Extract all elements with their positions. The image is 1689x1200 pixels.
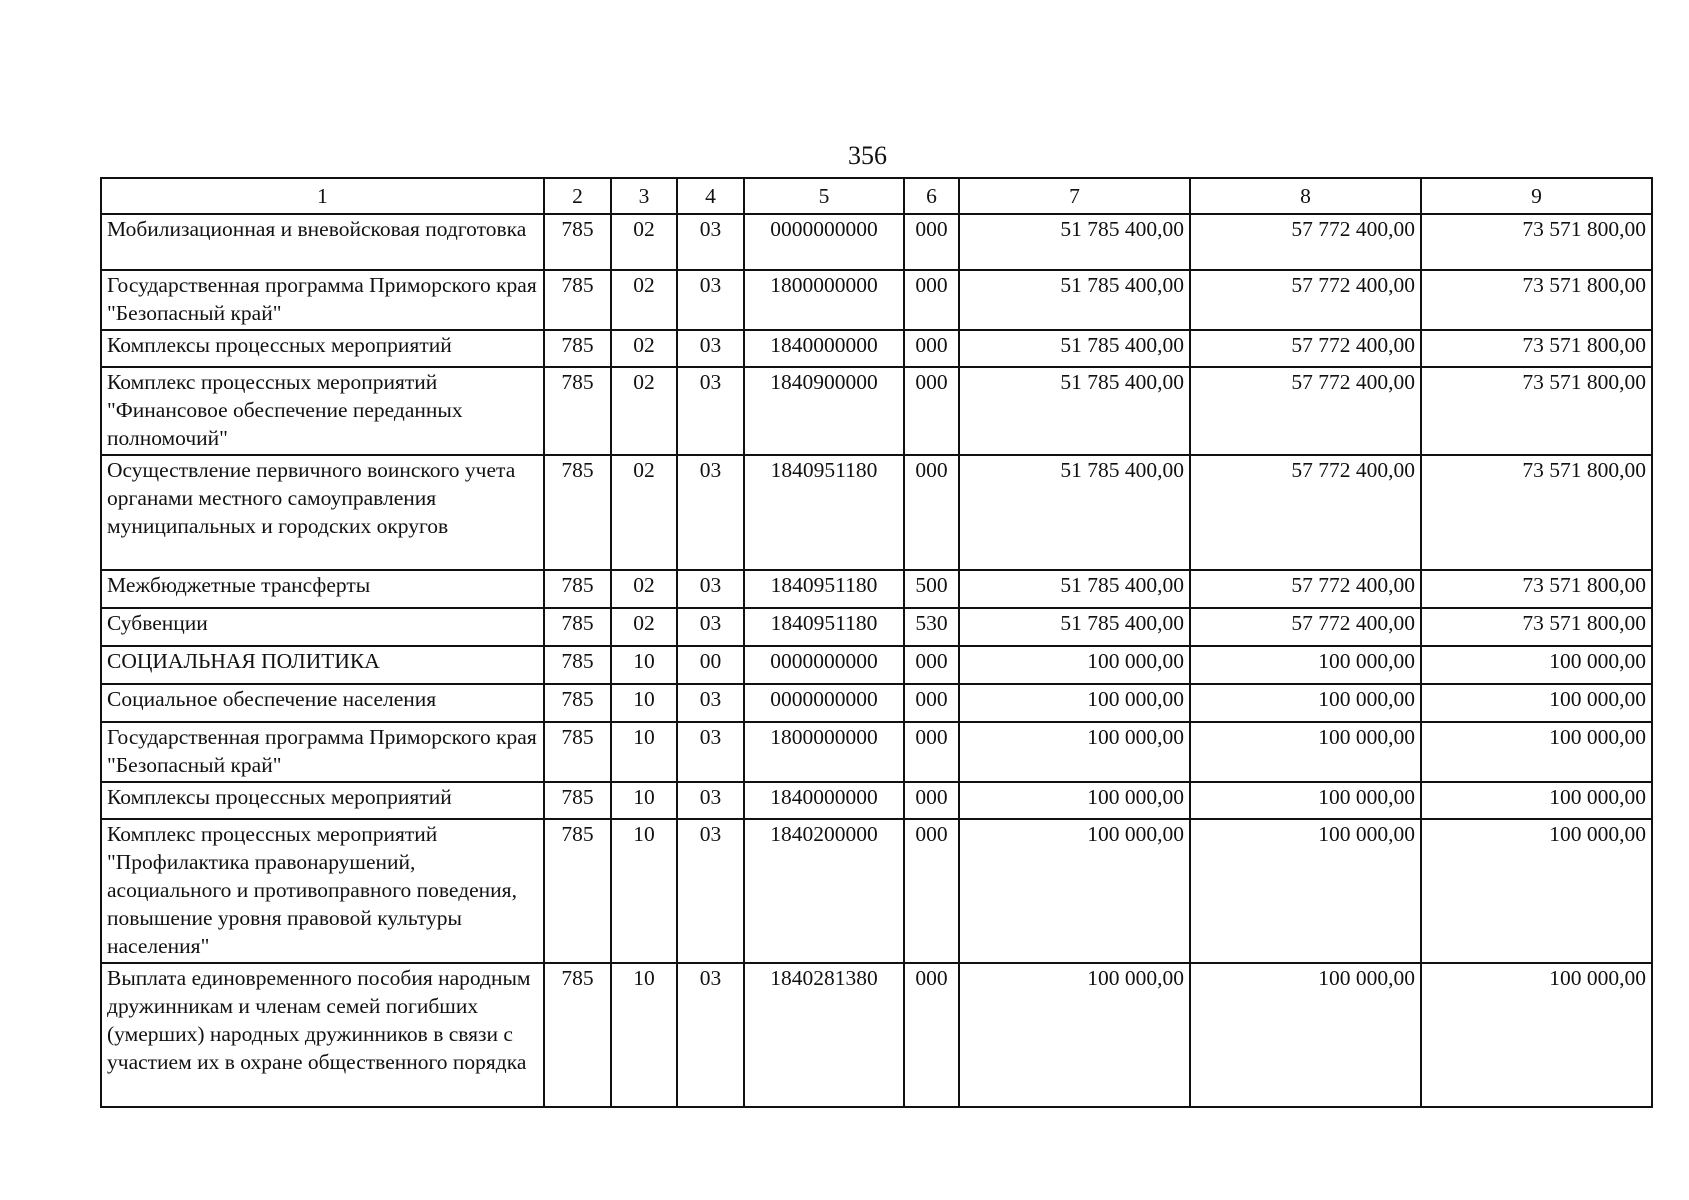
header-row (101, 178, 1652, 214)
row-code-3: 02 (611, 570, 677, 608)
row-code-3: 10 (611, 646, 677, 684)
row-code-6: 000 (904, 963, 959, 1107)
row-amount-9: 73 571 800,00 (1421, 608, 1652, 646)
row-code-4: 03 (677, 684, 744, 722)
row-amount-7: 51 785 400,00 (959, 570, 1190, 608)
row-name: Комплексы процессных мероприятий (101, 782, 544, 819)
row-name: Комплексы процессных мероприятий (101, 330, 544, 367)
row-code-4: 03 (677, 722, 744, 782)
row-code-4: 03 (677, 367, 744, 455)
row-amount-7: 51 785 400,00 (959, 367, 1190, 455)
row-code-6: 000 (904, 214, 959, 270)
row-code-3: 02 (611, 330, 677, 367)
row-amount-8: 57 772 400,00 (1190, 367, 1421, 455)
row-code-4: 00 (677, 646, 744, 684)
row-amount-7: 100 000,00 (959, 819, 1190, 963)
row-code-5: 1840951180 (744, 455, 904, 570)
row-amount-8: 57 772 400,00 (1190, 570, 1421, 608)
row-code-5: 1840000000 (744, 782, 904, 819)
row-code-3: 10 (611, 722, 677, 782)
row-code-6: 000 (904, 684, 959, 722)
column-header: 9 (1421, 178, 1652, 214)
column-header: 6 (904, 178, 959, 214)
row-code-2: 785 (544, 214, 611, 270)
table-row (101, 214, 1652, 270)
row-code-4: 03 (677, 819, 744, 963)
column-header: 8 (1190, 178, 1421, 214)
row-code-2: 785 (544, 608, 611, 646)
row-code-2: 785 (544, 646, 611, 684)
row-name: СОЦИАЛЬНАЯ ПОЛИТИКА (101, 646, 544, 684)
row-amount-9: 100 000,00 (1421, 646, 1652, 684)
row-code-2: 785 (544, 330, 611, 367)
row-amount-8: 57 772 400,00 (1190, 455, 1421, 570)
row-code-5: 1840281380 (744, 963, 904, 1107)
row-name: Государственная программа Приморского края "Безопасный край" (101, 722, 544, 782)
row-amount-8: 100 000,00 (1190, 646, 1421, 684)
row-code-6: 000 (904, 455, 959, 570)
row-code-5: 0000000000 (744, 684, 904, 722)
row-amount-7: 100 000,00 (959, 722, 1190, 782)
row-code-6: 000 (904, 722, 959, 782)
row-name: Межбюджетные трансферты (101, 570, 544, 608)
row-code-2: 785 (544, 963, 611, 1107)
row-code-5: 1800000000 (744, 270, 904, 330)
table-row (101, 782, 1652, 819)
row-amount-9: 73 571 800,00 (1421, 455, 1652, 570)
row-amount-9: 100 000,00 (1421, 782, 1652, 819)
row-code-2: 785 (544, 367, 611, 455)
row-amount-7: 51 785 400,00 (959, 330, 1190, 367)
row-amount-9: 73 571 800,00 (1421, 214, 1652, 270)
row-code-5: 1840200000 (744, 819, 904, 963)
row-name: Социальное обеспечение населения (101, 684, 544, 722)
row-name: Субвенции (101, 608, 544, 646)
row-amount-7: 100 000,00 (959, 646, 1190, 684)
table-row (101, 646, 1652, 684)
row-amount-7: 51 785 400,00 (959, 608, 1190, 646)
row-code-6: 000 (904, 782, 959, 819)
row-amount-7: 100 000,00 (959, 684, 1190, 722)
row-amount-8: 100 000,00 (1190, 684, 1421, 722)
row-code-4: 03 (677, 455, 744, 570)
column-header: 4 (677, 178, 744, 214)
row-code-5: 1840951180 (744, 570, 904, 608)
row-amount-9: 100 000,00 (1421, 684, 1652, 722)
row-code-2: 785 (544, 819, 611, 963)
row-code-3: 10 (611, 819, 677, 963)
row-code-3: 02 (611, 455, 677, 570)
row-name: Государственная программа Приморского края "Безопасный край" (101, 270, 544, 330)
row-amount-8: 100 000,00 (1190, 722, 1421, 782)
row-code-4: 03 (677, 963, 744, 1107)
row-amount-8: 100 000,00 (1190, 819, 1421, 963)
row-name: Осуществление первичного воинского учета органами местного самоуправления муниципальных и городских округов (101, 455, 544, 570)
row-code-4: 03 (677, 570, 744, 608)
row-code-6: 500 (904, 570, 959, 608)
row-code-5: 0000000000 (744, 646, 904, 684)
page-number: 356 (848, 141, 887, 170)
row-name: Комплекс процессных мероприятий "Профилактика правонарушений, асоциального и противоправного поведения, повышение уровня правовой культуры населения" (101, 819, 544, 963)
row-amount-8: 100 000,00 (1190, 782, 1421, 819)
row-code-2: 785 (544, 270, 611, 330)
column-header: 7 (959, 178, 1190, 214)
row-name: Выплата единовременного пособия народным дружинникам и членам семей погибших (умерших) народных дружинников в связи с участием их в охране общественного порядка (101, 963, 544, 1107)
row-amount-8: 57 772 400,00 (1190, 270, 1421, 330)
row-code-4: 03 (677, 608, 744, 646)
table-row (101, 684, 1652, 722)
table-row (101, 722, 1652, 782)
table-row (101, 455, 1652, 570)
row-code-3: 02 (611, 270, 677, 330)
row-amount-7: 51 785 400,00 (959, 455, 1190, 570)
row-code-3: 10 (611, 963, 677, 1107)
row-code-2: 785 (544, 684, 611, 722)
row-amount-8: 100 000,00 (1190, 963, 1421, 1107)
column-header: 1 (101, 178, 544, 214)
row-amount-9: 100 000,00 (1421, 963, 1652, 1107)
column-header: 5 (744, 178, 904, 214)
row-code-5: 1840900000 (744, 367, 904, 455)
row-code-2: 785 (544, 782, 611, 819)
row-amount-9: 100 000,00 (1421, 722, 1652, 782)
table-row (101, 367, 1652, 455)
table-row (101, 330, 1652, 367)
row-amount-7: 51 785 400,00 (959, 214, 1190, 270)
row-amount-9: 73 571 800,00 (1421, 570, 1652, 608)
budget-table (100, 177, 1653, 1108)
table-row (101, 963, 1652, 1107)
table-row (101, 608, 1652, 646)
row-amount-9: 73 571 800,00 (1421, 367, 1652, 455)
row-amount-9: 73 571 800,00 (1421, 330, 1652, 367)
row-amount-7: 51 785 400,00 (959, 270, 1190, 330)
row-amount-7: 100 000,00 (959, 782, 1190, 819)
row-code-4: 03 (677, 214, 744, 270)
row-code-6: 000 (904, 270, 959, 330)
row-code-5: 1800000000 (744, 722, 904, 782)
row-code-3: 10 (611, 782, 677, 819)
row-code-4: 03 (677, 330, 744, 367)
row-code-6: 000 (904, 367, 959, 455)
row-code-5: 1840000000 (744, 330, 904, 367)
row-amount-8: 57 772 400,00 (1190, 214, 1421, 270)
row-code-6: 000 (904, 819, 959, 963)
row-amount-8: 57 772 400,00 (1190, 608, 1421, 646)
row-code-4: 03 (677, 782, 744, 819)
row-name: Мобилизационная и вневойсковая подготовка (101, 214, 544, 270)
row-code-3: 02 (611, 608, 677, 646)
table-row (101, 570, 1652, 608)
row-code-6: 000 (904, 330, 959, 367)
row-amount-9: 100 000,00 (1421, 819, 1652, 963)
row-code-2: 785 (544, 570, 611, 608)
row-code-3: 10 (611, 684, 677, 722)
row-name: Комплекс процессных мероприятий "Финансовое обеспечение переданных полномочий" (101, 367, 544, 455)
column-header: 3 (611, 178, 677, 214)
row-code-4: 03 (677, 270, 744, 330)
table-row (101, 819, 1652, 963)
row-code-6: 530 (904, 608, 959, 646)
row-code-3: 02 (611, 214, 677, 270)
table-row (101, 270, 1652, 330)
row-code-5: 0000000000 (744, 214, 904, 270)
row-amount-8: 57 772 400,00 (1190, 330, 1421, 367)
row-amount-9: 73 571 800,00 (1421, 270, 1652, 330)
column-header: 2 (544, 178, 611, 214)
row-amount-7: 100 000,00 (959, 963, 1190, 1107)
row-code-5: 1840951180 (744, 608, 904, 646)
row-code-2: 785 (544, 722, 611, 782)
row-code-6: 000 (904, 646, 959, 684)
row-code-2: 785 (544, 455, 611, 570)
row-code-3: 02 (611, 367, 677, 455)
